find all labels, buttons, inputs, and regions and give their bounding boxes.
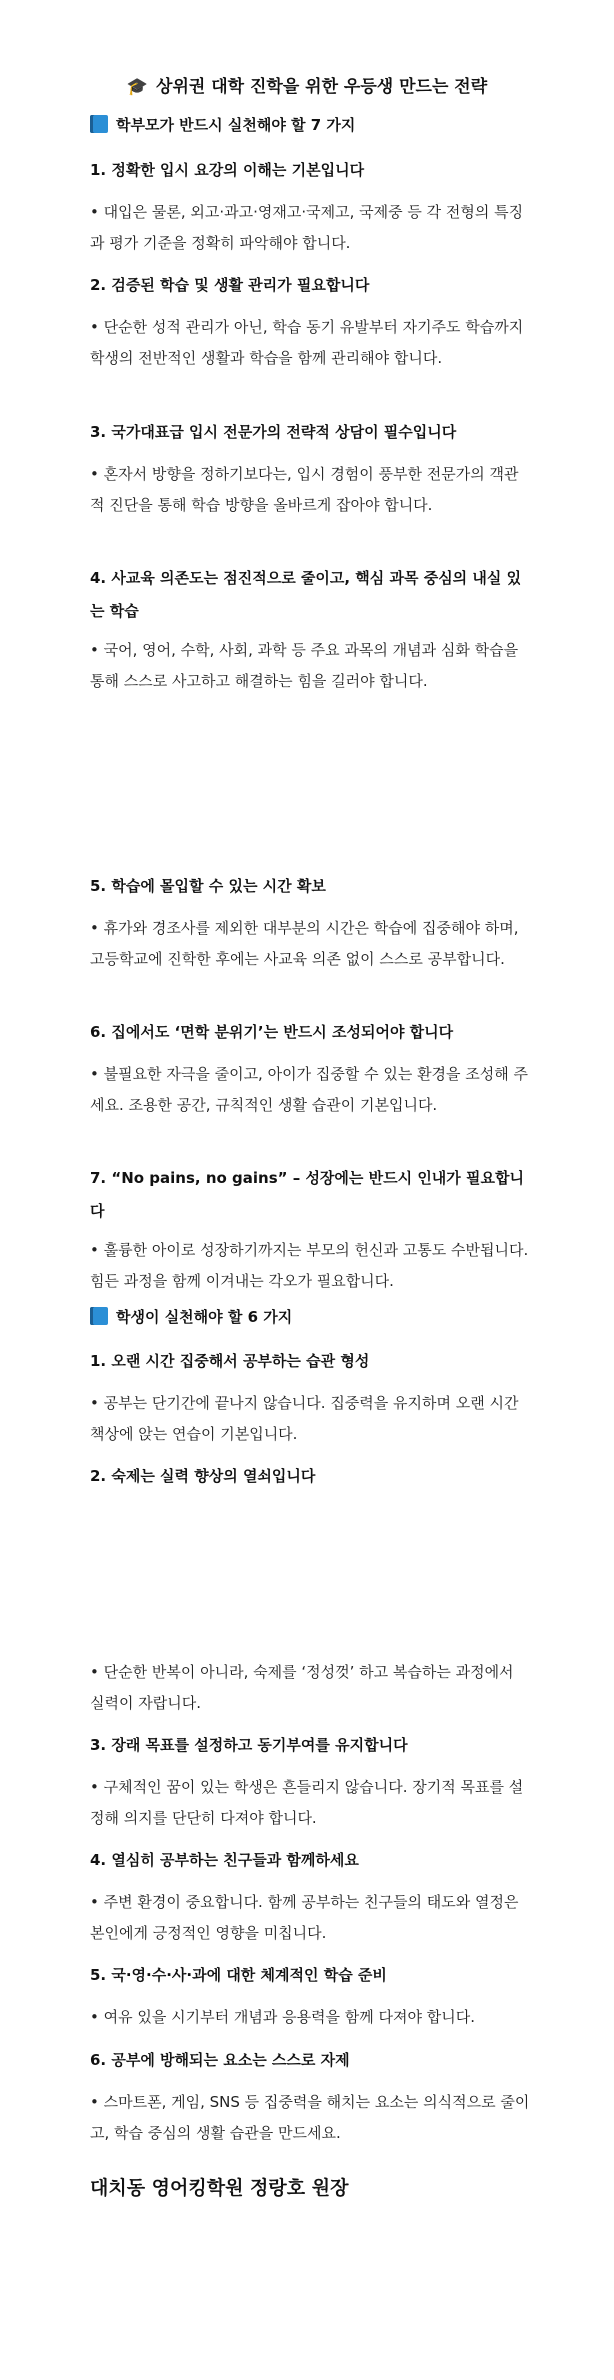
parent-item-5-title: 5. 학습에 몰입할 수 있는 시간 확보 [90, 877, 326, 895]
student-item-5-title: 5. 국·영·수·사·과에 대한 체계적인 학습 준비 [90, 1966, 387, 1984]
parent-item-4-title: 4. 사교육 의존도는 점진적으로 줄이고, 핵심 과목 중심의 내실 있는 학습 [90, 569, 522, 620]
graduation-cap-icon: 🎓 [126, 77, 149, 97]
student-item-2-title: 2. 숙제는 실력 향상의 열쇠입니다 [90, 1467, 316, 1485]
parent-item-1-title: 1. 정확한 입시 요강의 이해는 기본입니다 [90, 161, 365, 179]
parent-item-3-body: • 혼자서 방향을 정하기보다는, 입시 경험이 풍부한 전문가의 객관적 진단을 통해 학습 방향을 올바르게 잡아야 합니다. [90, 465, 519, 514]
student-item-6-title: 6. 공부에 방해되는 요소는 스스로 자제 [90, 2051, 350, 2069]
parent-item-7-title: 7. “No pains, no gains” – 성장에는 반드시 인내가 필요합니다 [90, 1169, 524, 1220]
parent-item-2-title: 2. 검증된 학습 및 생활 관리가 필요합니다 [90, 276, 370, 294]
page-title [0, 74, 614, 100]
signature: 대치동 영어킹학원 정랑호 원장 [90, 2177, 349, 2199]
student-item-5-body: • 여유 있을 시기부터 개념과 응용력을 함께 다져야 합니다. [90, 2008, 476, 2026]
parent-item-4-body: • 국어, 영어, 수학, 사회, 과학 등 주요 과목의 개념과 심화 학습을 통해 스스로 사고하고 해결하는 힘을 길러야 합니다. [90, 641, 519, 690]
student-item-2-body: • 단순한 반복이 아니라, 숙제를 ‘정성껏’ 하고 복습하는 과정에서 실력이 자랍니다. [90, 1663, 514, 1712]
parent-item-2-body: • 단순한 성적 관리가 아닌, 학습 동기 유발부터 자기주도 학습까지 학생의 전반적인 생활과 학습을 함께 관리해야 합니다. [90, 318, 524, 367]
student-item-1-title: 1. 오랜 시간 집중해서 공부하는 습관 형성 [90, 1352, 370, 1370]
student-item-4-title: 4. 열심히 공부하는 친구들과 함께하세요 [90, 1851, 359, 1869]
parent-section-heading: 학부모가 반드시 실천해야 할 7 가지 [90, 113, 355, 137]
student-item-6-body: • 스마트폰, 게임, SNS 등 집중력을 해치는 요소는 의식적으로 줄이고, 학습 중심의 생활 습관을 만드세요. [90, 2093, 530, 2142]
student-item-3-body: • 구체적인 꿈이 있는 학생은 흔들리지 않습니다. 장기적 목표를 설정해 의지를 단단히 다져야 합니다. [90, 1778, 524, 1827]
parent-item-6-body: • 불필요한 자극을 줄이고, 아이가 집중할 수 있는 환경을 조성해 주세요. 조용한 공간, 규칙적인 생활 습관이 기본입니다. [90, 1065, 529, 1114]
parent-item-5-body: • 휴가와 경조사를 제외한 대부분의 시간은 학습에 집중해야 하며, 고등학교에 진학한 후에는 사교육 의존 없이 스스로 공부합니다. [90, 919, 519, 968]
parent-item-1-body: • 대입은 물론, 외고·과고·영재고·국제고, 국제중 등 각 전형의 특징과 평가 기준을 정확히 파악해야 합니다. [90, 203, 524, 252]
blue-book-icon [90, 115, 108, 133]
student-section-heading: 학생이 실천해야 할 6 가지 [90, 1305, 292, 1329]
parent-item-6-title: 6. 집에서도 ‘면학 분위기’는 반드시 조성되어야 합니다 [90, 1023, 454, 1041]
student-item-1-body: • 공부는 단기간에 끝나지 않습니다. 집중력을 유지하며 오랜 시간 책상에 앉는 연습이 기본입니다. [90, 1394, 519, 1443]
parent-item-3-title: 3. 국가대표급 입시 전문가의 전략적 상담이 필수입니다 [90, 423, 457, 441]
student-item-3-title: 3. 장래 목표를 설정하고 동기부여를 유지합니다 [90, 1736, 408, 1754]
parent-item-7-body: • 훌륭한 아이로 성장하기까지는 부모의 헌신과 고통도 수반됩니다. 힘든 과정을 함께 이겨내는 각오가 필요합니다. [90, 1241, 529, 1290]
blue-book-icon [90, 1307, 108, 1325]
page-title-text: 상위권 대학 진학을 위한 우등생 만드는 전략 [156, 77, 488, 97]
student-item-4-body: • 주변 환경이 중요합니다. 함께 공부하는 친구들의 태도와 열정은 본인에게 긍정적인 영향을 미칩니다. [90, 1893, 519, 1942]
